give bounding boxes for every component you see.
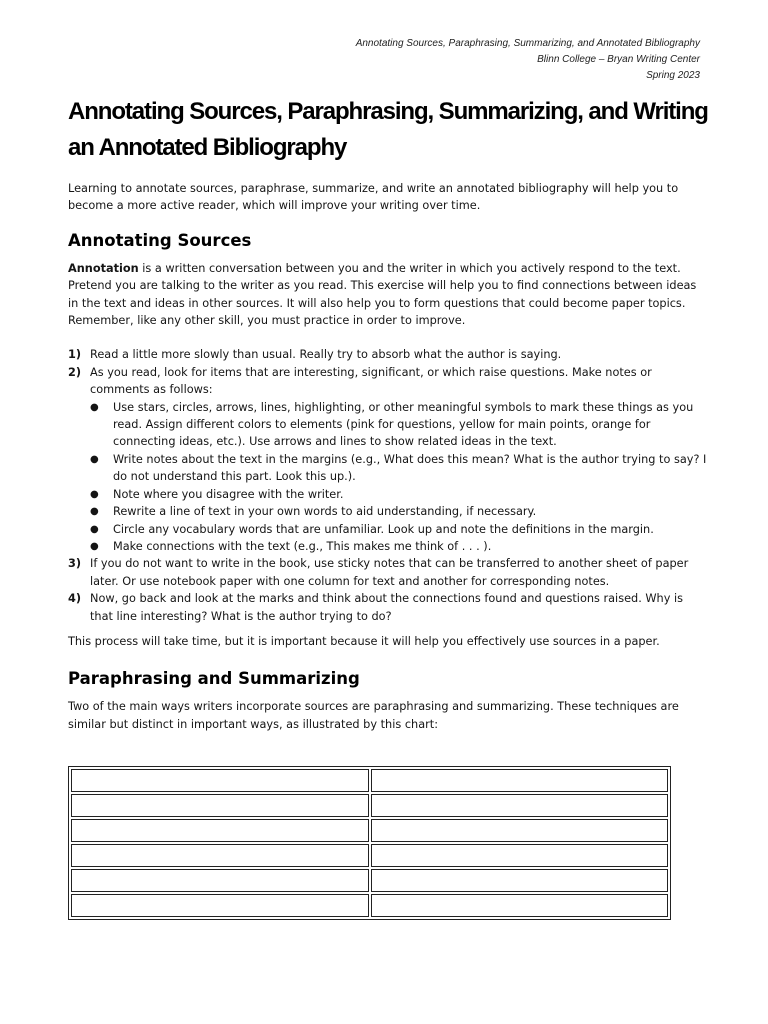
section-heading-paraphrasing: Paraphrasing and Summarizing [68,669,360,689]
bullet-icon: ● [90,506,99,518]
comparison-chart-table [68,766,671,920]
list-number: 2) [68,365,82,379]
list-item [68,364,708,555]
annotation-steps-list [68,346,708,625]
table-cell [71,794,369,817]
table-cell [371,869,669,892]
table-cell [371,794,669,817]
table-row [71,869,668,892]
annotation-definition-text: is a written conversation between you and the writer in which you actively respond to the text. Pretend you are talking to the writer as you read. This exercise will help you to find connections between ideas in the text and ideas in other sources. It will also help you to form questions that could become paper topics. Remember, like any other skill, you must practice in order to improve. [68,261,697,328]
bullet-text: Write notes about the text in the margins (e.g., What does this mean? What is the author trying to say? I do not understand this part. Look this up.). [113,452,707,484]
table-cell [71,844,369,867]
table-cell [371,894,669,917]
bullet-item [90,538,708,555]
table-cell [71,869,369,892]
bullet-item [90,503,708,520]
list-number: 3) [68,557,82,571]
table-row [71,769,668,792]
table-row [71,819,668,842]
bullet-text: Use stars, circles, arrows, lines, highlighting, or other meaningful symbols to mark these things as you read. Assign different colors to elements (pink for questions, yellow for main points, orange for connecting ideas, etc.). Use arrows and lines to show related ideas in the text. [113,400,694,449]
annotation-techniques-list [90,399,708,556]
table-cell [371,769,669,792]
paraphrasing-intro-paragraph: Two of the main ways writers incorporate sources are paraphrasing and summarizing. These techniques are similar but distinct in important ways, as illustrated by this chart: [68,700,679,731]
header-doc-title: Annotating Sources, Paraphrasing, Summarizing, and Annotated Bibliography [355,38,700,49]
bullet-item [90,451,708,486]
annotation-closing-paragraph: This process will take time, but it is important because it will help you effectively use sources in a paper. [68,634,660,648]
table-cell [71,769,369,792]
table-row [71,844,668,867]
bullet-item [90,399,708,451]
list-item-text: If you do not want to write in the book, use sticky notes that can be transferred to another sheet of paper later. Or use notebook paper with one column for text and another for corresponding notes. [90,557,689,588]
annotation-term: Annotation [68,261,139,275]
bullet-icon: ● [90,523,99,535]
bullet-icon: ● [90,488,99,500]
header-term: Spring 2023 [646,70,700,81]
bullet-text: Make connections with the text (e.g., This makes me think of . . . ). [113,539,492,553]
bullet-icon: ● [90,540,99,552]
bullet-text: Circle any vocabulary words that are unfamiliar. Look up and note the definitions in the margin. [113,522,654,536]
list-item [68,346,708,363]
table-cell [371,819,669,842]
list-item-text: Now, go back and look at the marks and think about the connections found and questions raised. Why is that line interesting? What is the author trying to do? [90,592,684,623]
list-item-text: As you read, look for items that are interesting, significant, or which raise questions. Make notes or comments as follows: [90,365,652,397]
bullet-icon: ● [90,453,99,465]
section-heading-annotating: Annotating Sources [68,230,252,250]
document-body [68,180,708,733]
list-number: 1) [68,348,82,362]
bullet-icon: ● [90,401,99,413]
table-row [71,794,668,817]
list-item [68,590,708,625]
document-title: Annotating Sources, Paraphrasing, Summarizing, and Writing an Annotated Bibliography [68,98,708,161]
bullet-item [90,486,708,503]
bullet-text: Note where you disagree with the writer. [113,487,344,501]
header-institution: Blinn College – Bryan Writing Center [537,54,700,65]
running-header [356,36,700,84]
bullet-item [90,521,708,538]
table-cell [371,844,669,867]
table-row [71,894,668,917]
table-cell [71,894,369,917]
intro-paragraph: Learning to annotate sources, paraphrase, summarize, and write an annotated bibliography will help you to become a more active reader, which will improve your writing over time. [68,182,679,213]
list-item [68,555,708,590]
list-item-text: Read a little more slowly than usual. Really try to absorb what the author is saying. [90,348,562,362]
list-number: 4) [68,592,82,606]
bullet-text: Rewrite a line of text in your own words to aid understanding, if necessary. [113,505,537,519]
annotation-definition [68,260,708,330]
table-cell [71,819,369,842]
